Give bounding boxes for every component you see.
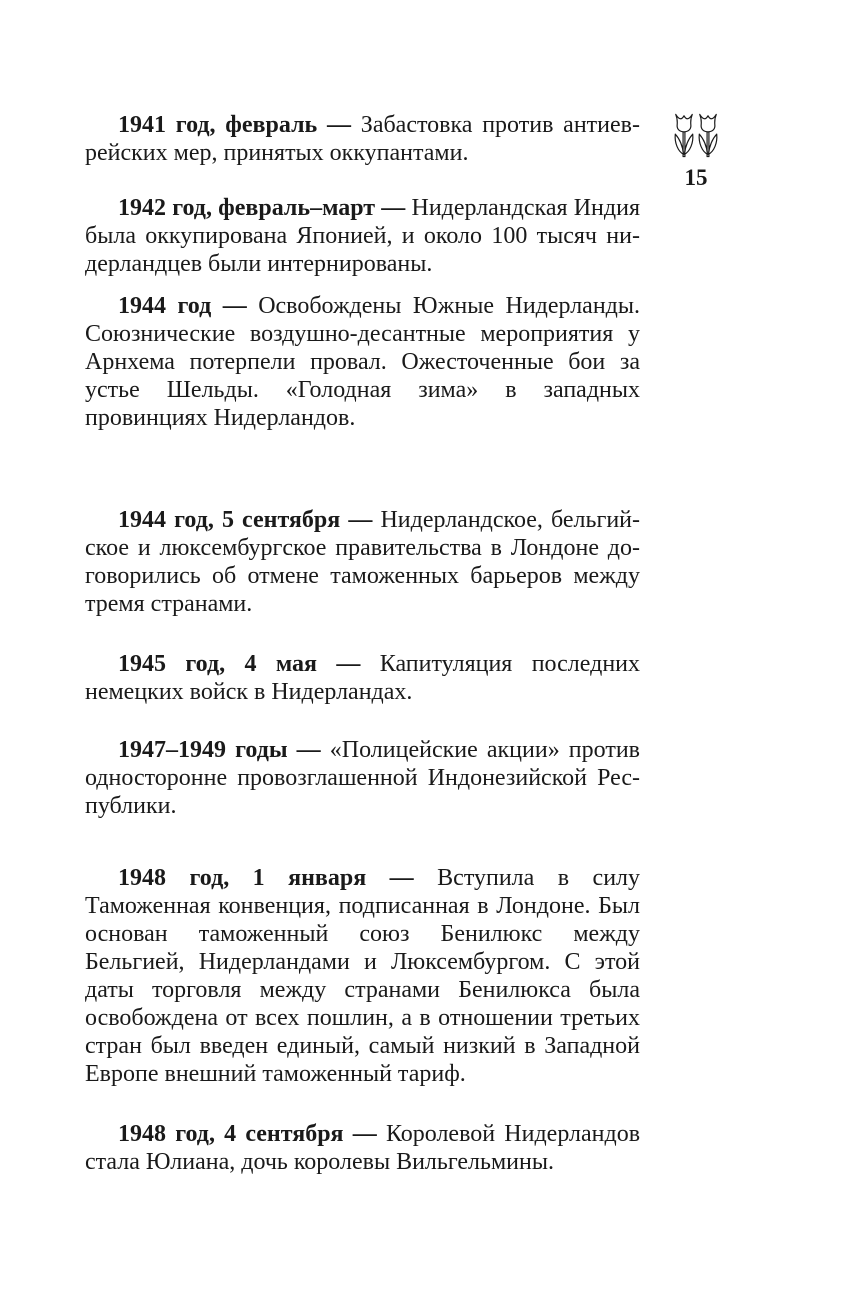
entry-date: 1941 год, февраль — bbox=[118, 112, 352, 138]
entry-text: Нидерландское, бельгийское и люксембургское правительства в Лондоне договорились об отмене таможенных барьеров между тремя странами. bbox=[85, 507, 641, 617]
entry-date: 1947–1949 годы — bbox=[118, 737, 321, 763]
entry-date: 1944 год — bbox=[118, 293, 247, 319]
timeline-entry bbox=[85, 864, 640, 1088]
entry-date: 1942 год, февраль–март — bbox=[118, 195, 406, 221]
entry-text: Королевой Нидерландов стала Юлиана, дочь королевы Вильгельмины. bbox=[85, 1121, 641, 1175]
entry-date: 1944 год, 5 сентября — bbox=[118, 507, 373, 533]
page-ornament bbox=[671, 112, 721, 189]
timeline-entry bbox=[85, 650, 640, 706]
entry-text: Вступила в силу Таможенная конвенция, подписанная в Лондоне. Был основан таможенный союз Бенилюкс между Бельгией, Нидерландами и Люксембургом. С этой даты торговля между странами Бенилюкса была освобождена от всех пошлин, а в отношении третьих стран был введен единый, самый низкий в Западной Европе внешний таможенный тариф. bbox=[85, 865, 641, 1087]
timeline-entry bbox=[85, 194, 640, 278]
entry-text: «Полицейские акции» против односторонне провозглашенной Индонезийской Республики. bbox=[85, 737, 640, 819]
entry-text: Капитуляция последних немецких войск в Нидерландах. bbox=[85, 651, 641, 705]
timeline-entry bbox=[85, 506, 640, 618]
page-number: 15 bbox=[684, 165, 708, 190]
timeline-entry bbox=[85, 292, 640, 432]
text-column bbox=[85, 0, 640, 1311]
timeline-entry bbox=[85, 111, 640, 167]
entry-date: 1948 год, 1 января — bbox=[118, 865, 414, 891]
tulip-icon bbox=[673, 112, 695, 159]
tulip-icon bbox=[697, 112, 719, 159]
entry-date: 1945 год, 4 мая — bbox=[118, 651, 361, 677]
entry-text: Освобождены Южные Нидерланды. Союзнические воздушно-десантные мероприятия у Арнхема потерпели провал. Ожесточенные бои за устье Шельды. «Голодная зима» в западных провинциях Нидерландов. bbox=[85, 293, 641, 431]
entry-text: Нидерландская Индия была оккупирована Японией, и около 100 тысяч нидерландцев были интернированы. bbox=[85, 195, 640, 277]
tulip-ornament bbox=[673, 112, 719, 159]
timeline-entry bbox=[85, 1120, 640, 1176]
entry-text: Забастовка против антиеврейских мер, принятых оккупантами. bbox=[85, 112, 640, 166]
entry-date: 1948 год, 4 сентября — bbox=[118, 1121, 377, 1147]
timeline-entry bbox=[85, 736, 640, 820]
